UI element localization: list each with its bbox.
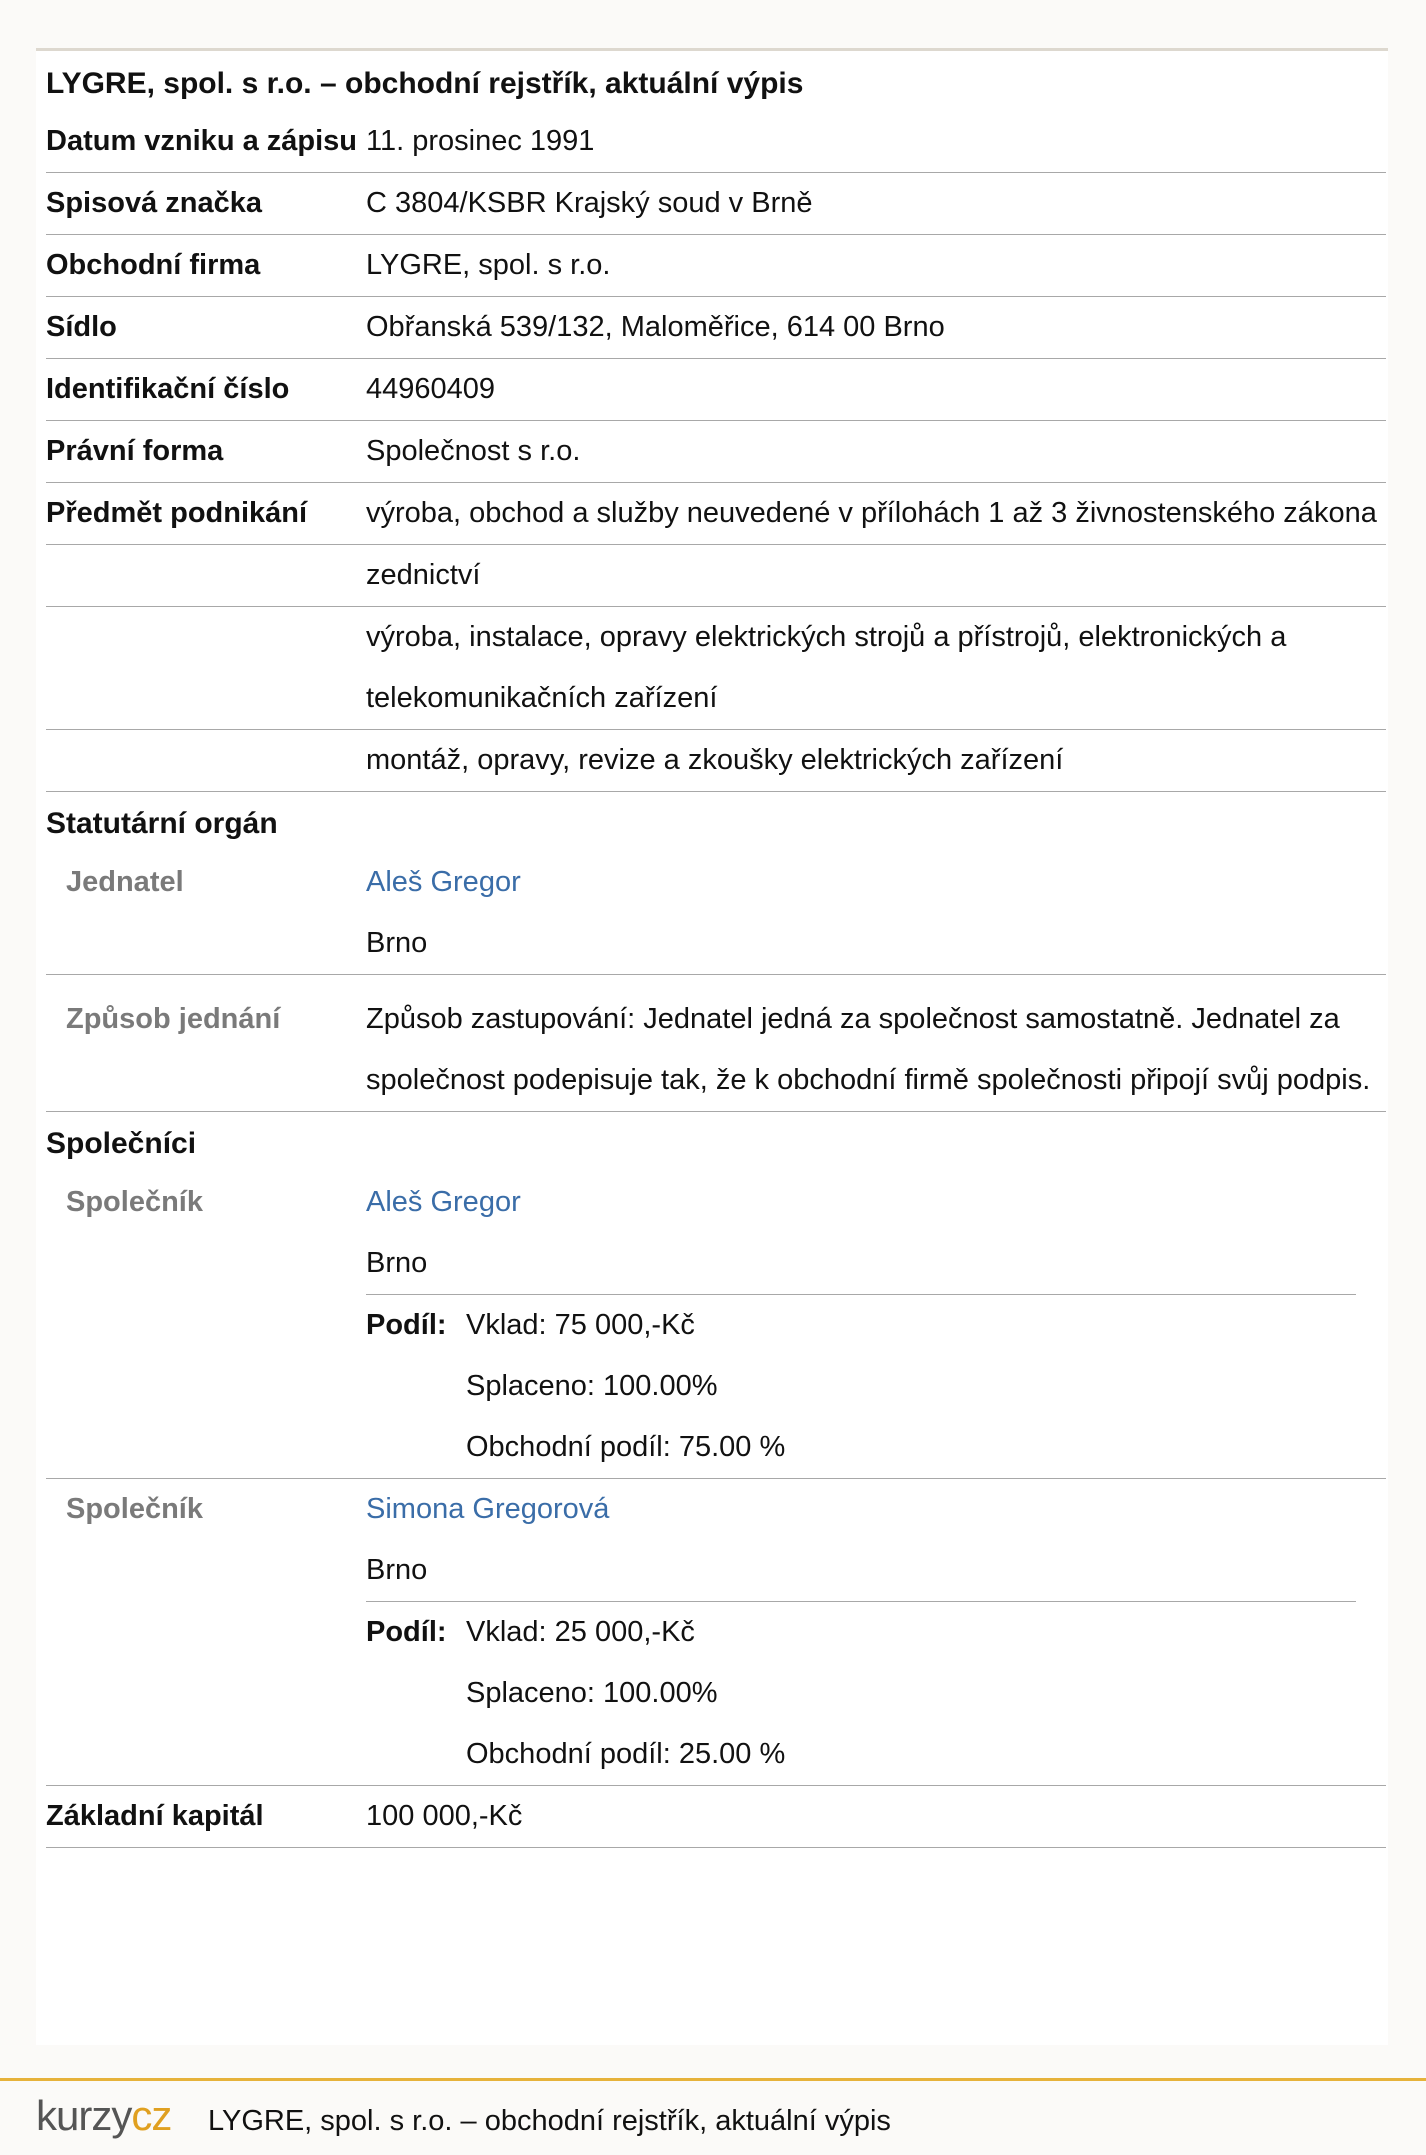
spolecnik-city: Brno <box>366 1554 428 1586</box>
podil-label: Podíl: <box>366 1616 447 1648</box>
podil-vklad: Vklad: 25 000,-Kč <box>466 1616 695 1648</box>
value-sidlo: Obřanská 539/132, Maloměřice, 614 00 Brno <box>366 311 945 343</box>
register-extract-card <box>36 48 1388 2045</box>
spolecnik-city: Brno <box>366 1247 428 1279</box>
value-spisova-znacka: C 3804/KSBR Krajský soud v Brně <box>366 187 813 219</box>
label-ico: Identifikační číslo <box>46 373 290 405</box>
podil-block <box>366 1294 1356 1478</box>
row-pravni-forma <box>46 421 1386 483</box>
value-obchodni-firma: LYGRE, spol. s r.o. <box>366 249 611 281</box>
podil-obchodni: Obchodní podíl: 25.00 % <box>466 1738 786 1770</box>
label-zakladni-kapital: Základní kapitál <box>46 1800 264 1832</box>
value-pravni-forma: Společnost s r.o. <box>366 435 581 467</box>
jednatel-city: Brno <box>366 927 428 959</box>
row-zpusob-jednani <box>46 975 1386 1112</box>
row-spolecnik <box>46 1172 1386 1479</box>
link-spolecnik-name[interactable]: Aleš Gregor <box>366 1186 521 1218</box>
row-predmet-4 <box>46 730 1386 792</box>
row-ico <box>46 359 1386 421</box>
podil-splaceno: Splaceno: 100.00% <box>466 1677 718 1709</box>
row-zakladni-kapital <box>46 1786 1386 1848</box>
heading-spolecnici: Společníci <box>46 1127 197 1160</box>
label-spolecnik: Společník <box>66 1186 203 1218</box>
podil-vklad: Vklad: 75 000,-Kč <box>466 1309 695 1341</box>
label-predmet-podnikani: Předmět podnikání <box>46 497 308 529</box>
podil-obchodni: Obchodní podíl: 75.00 % <box>466 1431 786 1463</box>
value-datum: 11. prosinec 1991 <box>366 125 595 157</box>
predmet-item: montáž, opravy, revize a zkoušky elektrických zařízení <box>366 744 1064 776</box>
row-predmet-3 <box>46 607 1386 730</box>
label-datum: Datum vzniku a zápisu <box>46 125 358 157</box>
row-datum <box>46 111 1386 173</box>
value-zpusob-jednani: Způsob zastupování: Jednatel jedná za společnost samostatně. Jednatel za společnost podepisuje tak, že k obchodní firmě společnosti připojí svůj podpis. <box>366 1003 1371 1096</box>
row-spisova-znacka <box>46 173 1386 235</box>
link-jednatel-name[interactable]: Aleš Gregor <box>366 866 521 898</box>
label-sidlo: Sídlo <box>46 311 117 343</box>
row-predmet-2 <box>46 545 1386 607</box>
predmet-item: výroba, instalace, opravy elektrických strojů a přístrojů, elektronických a telekomunikačních zařízení <box>366 621 1287 714</box>
value-zakladni-kapital: 100 000,-Kč <box>366 1800 523 1832</box>
register-extract <box>46 51 1386 1848</box>
row-obchodni-firma <box>46 235 1386 297</box>
footer <box>0 2078 1426 2155</box>
heading-statutarni-organ: Statutární orgán <box>46 807 278 840</box>
predmet-item: zednictví <box>366 559 481 591</box>
row-spolecnik <box>46 1479 1386 1786</box>
row-predmet-1 <box>46 483 1386 545</box>
podil-splaceno: Splaceno: 100.00% <box>466 1370 718 1402</box>
link-spolecnik-name[interactable]: Simona Gregorová <box>366 1493 610 1525</box>
value-ico: 44960409 <box>366 373 496 405</box>
label-spolecnik: Společník <box>66 1493 203 1525</box>
label-jednatel: Jednatel <box>66 866 184 898</box>
document-title: LYGRE, spol. s r.o. – obchodní rejstřík, aktuální výpis <box>46 67 804 100</box>
label-spisova-znacka: Spisová značka <box>46 187 262 219</box>
podil-block <box>366 1601 1356 1785</box>
footer-title: LYGRE, spol. s r.o. – obchodní rejstřík, aktuální výpis <box>208 2105 891 2137</box>
podil-label: Podíl: <box>366 1309 447 1341</box>
label-obchodni-firma: Obchodní firma <box>46 249 261 281</box>
row-sidlo <box>46 297 1386 359</box>
label-pravni-forma: Právní forma <box>46 435 224 467</box>
label-zpusob-jednani: Způsob jednání <box>66 1003 281 1035</box>
kurzy-cz-logo[interactable]: kurzycz <box>36 2092 172 2139</box>
predmet-item: výroba, obchod a služby neuvedené v přílohách 1 až 3 živnostenského zákona <box>366 497 1377 529</box>
row-jednatel <box>46 852 1386 975</box>
